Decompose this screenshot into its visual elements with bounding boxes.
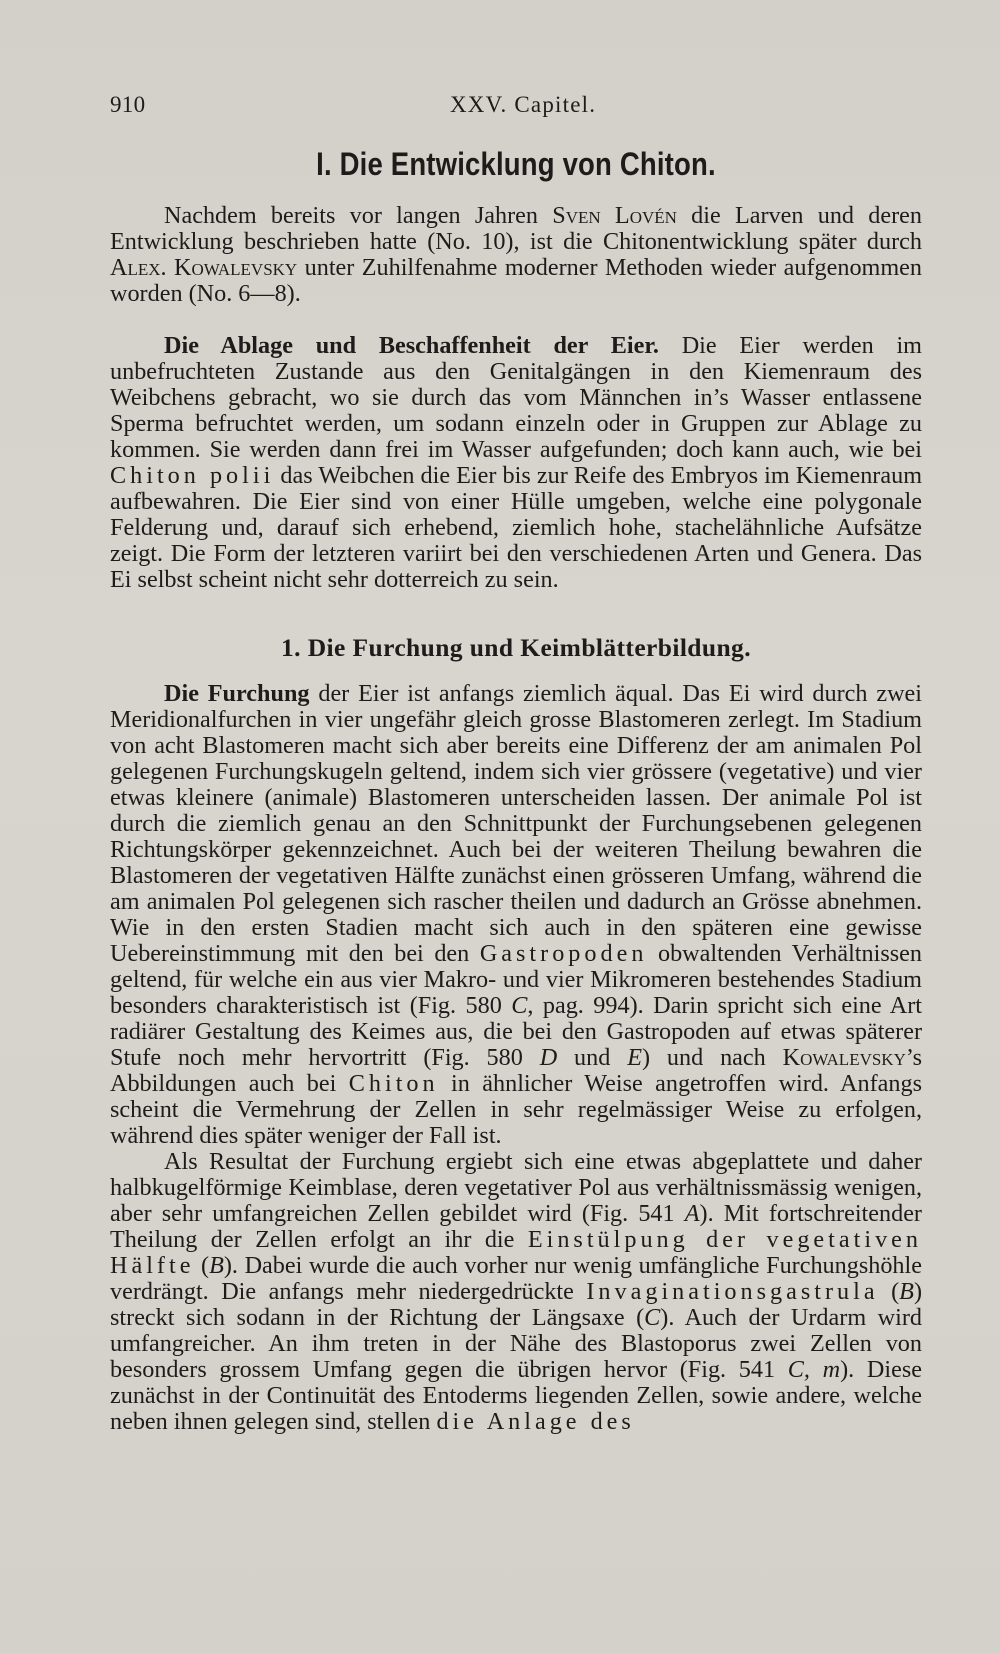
subsection-title: 1. Die Furchung und Keimblätterbildung. [281,633,751,662]
spaced-term: die Anlage des [436,1408,635,1435]
figure-ref: B [209,1252,224,1279]
author-name: Kowalevsky [782,1044,906,1071]
paragraph-heading: Die Ablage und Beschaffenheit der Eier. [164,332,659,359]
figure-ref: E [627,1044,642,1071]
spaced-term: Gastropoden [479,940,648,967]
author-name: Alex. Kowalevsky [110,254,298,281]
section-title: I. Die Entwicklung von Chiton. [316,146,716,182]
eggs-paragraph: Die Ablage und Beschaffenheit der Eier. Die Eier werden im unbefruchteten Zustande aus den Genitalgängen in den Kiemenraum des Weibchens gebracht, wo sie durch das vom Männchen in’s Wasser entlassene Sperma befruchtet werden, um sodann einzeln oder in Gruppen zur Ablage zu kommen. Sie werden dann frei im Wasser aufgefunden; doch kann auch, wie bei Chiton polii das Weibchen die Eier bis zur Reife des Embryos im Kiemenraum aufbewahren. Die Eier sind von einer Hülle umgeben, welche eine polygonale Felderung und, darauf sich erhebend, ziemlich hohe, stachelähnliche Aufsätze zeigt. Die Form der letzteren variirt bei den verschiedenen Arten und Genera. Das Ei selbst scheint nicht sehr dotterreich zu sein. [110,332,923,593]
paragraph-heading: Die Furchung [164,680,310,707]
spaced-term: Invaginationsgastrula [586,1278,879,1305]
figure-ref: A [684,1200,700,1227]
spaced-term: Chiton polii [110,462,275,489]
figure-ref: B [899,1278,914,1305]
chapter-running-title: XXV. Capitel. [450,92,597,117]
page-number: 910 [110,92,146,117]
figure-ref: C [511,992,528,1019]
figure-ref: C [644,1304,661,1331]
running-head [110,92,922,126]
figure-ref: D [539,1044,558,1071]
author-name: Sven Lovén [552,202,677,229]
intro-paragraph: Nachdem bereits vor langen Jahren Sven Lovén die Larven und deren Entwicklung beschrieben hatte (No. 10), ist die Chitonentwicklung später durch Alex. Kowalevsky unter Zuhilfenahme moderner Methoden wieder aufgenommen worden (No. 6—8). [110,202,922,307]
resultat-paragraph: Als Resultat der Furchung ergiebt sich eine etwas abgeplattete und daher halbkugelförmige Keimblase, deren vegetativer Pol aus verhältnissmässig wenigen, aber sehr umfangreichen Zellen gebildet wird (Fig. 541 A). Mit fortschreitender Theilung der Zellen erfolgt an ihr die Einstülpung der vegetativen Hälfte (B). Dabei wurde die auch vorher nur wenig umfängliche Furchungshöhle verdrängt. Die anfangs mehr niedergedrückte Invaginationsgastrula (B) streckt sich sodann in der Richtung der Längsaxe (C). Auch der Urdarm wird umfangreicher. An ihm treten in der Nähe des Blastoporus zwei Zellen von besonders grossem Umfang gegen die übrigen hervor (Fig. 541 C, m). Diese zunächst in der Continuität des Entoderms liegenden Zellen, sowie andere, welche neben ihnen gelegen sind, stellen die Anlage des [110,1148,922,1435]
spaced-term: Chiton [348,1070,439,1097]
furchung-paragraph: Die Furchung der Eier ist anfangs ziemlich äqual. Das Ei wird durch zwei Meridionalfurchen in vier ungefähr gleich grosse Blastomeren zerlegt. Im Stadium von acht Blastomeren macht sich aber bereits eine Differenz der am animalen Pol gelegenen Furchungskugeln geltend, indem sich vier grössere (vegetative) und vier etwas kleinere (animale) Blastomeren unterscheiden lassen. Der animale Pol ist durch die ziemlich genau an den Schnittpunkt der Furchungsebenen gelegenen Richtungskörper gekennzeichnet. Auch bei der weiteren Theilung bewahren die Blastomeren der vegetativen Hälfte zunächst einen grösseren Umfang, während die am animalen Pol gelegenen sich rascher theilen und dadurch an Grösse abnehmen. Wie in den ersten Stadien macht sich auch in den späteren eine gewisse Uebereinstimmung mit den bei den Gastropoden obwaltenden Verhältnissen geltend, für welche ein aus vier Makro- und vier Mikromeren bestehendes Stadium besonders charakteristisch ist (Fig. 580 C, pag. 994). Darin spricht sich eine Art radiärer Gestaltung des Keimes aus, die bei den Gastropoden auf etwas späterer Stufe noch mehr hervortritt (Fig. 580 D und E) und nach Kowalevsky’s Abbildungen auch bei Chiton in ähnlicher Weise angetroffen wird. Anfangs scheint die Vermehrung der Zellen in sehr regelmässiger Weise zu erfolgen, während dies später weniger der Fall ist. [110,680,923,1149]
figure-ref: C, m [787,1356,841,1383]
spaced-term: Einstülpung der vegetativen Hälfte [110,1226,922,1279]
